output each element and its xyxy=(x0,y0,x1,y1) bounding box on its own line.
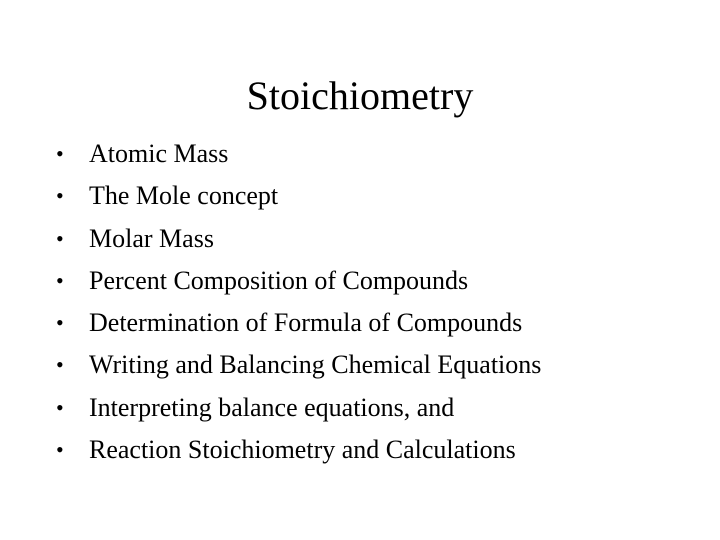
bullet-item xyxy=(56,387,541,429)
bullet-icon: • xyxy=(56,267,64,293)
bullet-text: Interpreting balance equations, and xyxy=(89,392,455,422)
bullet-item xyxy=(56,133,541,175)
bullet-text: The Mole concept xyxy=(89,181,279,211)
bullet-item xyxy=(56,302,541,344)
bullet-icon: • xyxy=(56,141,64,166)
bullet-text: Reaction Stoichiometry and Calculations xyxy=(89,435,516,465)
bullet-icon: • xyxy=(56,394,64,420)
bullet-icon: • xyxy=(56,310,64,336)
bullet-icon: • xyxy=(56,352,64,378)
bullet-list xyxy=(56,133,541,471)
bullet-icon: • xyxy=(56,437,64,463)
bullet-item xyxy=(56,344,541,386)
bullet-icon: • xyxy=(56,183,64,209)
bullet-text: Percent Composition of Compounds xyxy=(89,265,469,295)
slide-title: Stoichiometry xyxy=(246,73,474,118)
bullet-item xyxy=(56,429,541,471)
bullet-item xyxy=(56,218,541,260)
bullet-text: Writing and Balancing Chemical Equations xyxy=(89,350,542,380)
bullet-text: Determination of Formula of Compounds xyxy=(89,308,523,338)
bullet-text: Atomic Mass xyxy=(89,139,229,168)
bullet-item xyxy=(56,175,541,217)
bullet-item xyxy=(56,260,541,302)
bullet-icon: • xyxy=(56,225,64,251)
bullet-text: Molar Mass xyxy=(89,223,214,253)
